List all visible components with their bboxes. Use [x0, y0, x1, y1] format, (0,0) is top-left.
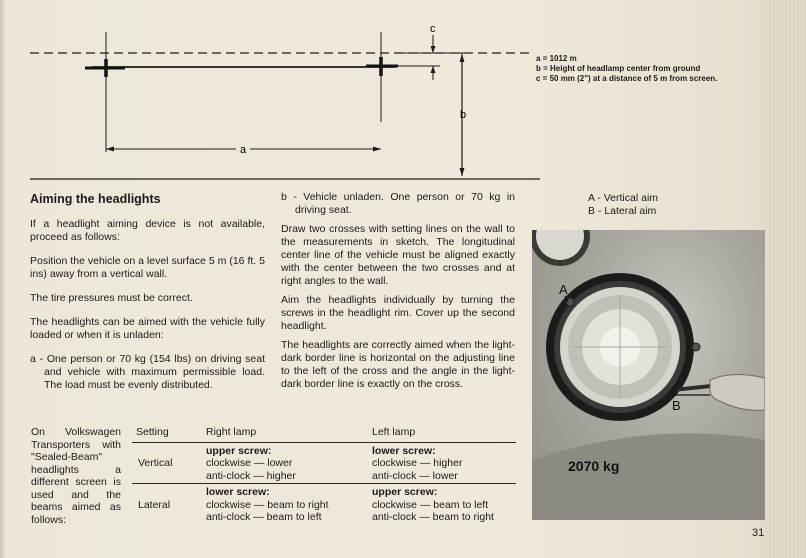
lateral-right-screw: lower screw:: [206, 486, 270, 498]
condition-a: a - One person or 70 kg (154 lbs) on driving seat and vehicle with maximum permissible load. The load must be evenly distributed.: [30, 353, 265, 391]
dimension-b-label: b: [460, 109, 467, 121]
condition-b: b - Vehicle unladen. One person or 70 kg in driving seat.: [281, 191, 515, 216]
row-label-vertical: Vertical: [138, 457, 173, 469]
table-header-row: [132, 424, 516, 442]
caption-vertical-aim: A - Vertical aim: [588, 192, 659, 204]
page-number: 31: [752, 527, 765, 539]
dimension-c-label: c: [430, 23, 436, 35]
table-row-vertical: [132, 442, 516, 484]
lateral-left-screw: upper screw:: [372, 486, 438, 498]
load-paragraph: The headlights can be aimed with the vehicle fully loaded or when it is unladen:: [30, 316, 265, 341]
lateral-left-line2: anti-clock — beam to right: [372, 511, 494, 523]
photo-label-b: B: [672, 398, 681, 413]
dimension-a: [106, 142, 381, 156]
vertical-left-line2: anti-clock — lower: [372, 469, 458, 482]
table-row-lateral: [132, 484, 516, 525]
vertical-right-line1: clockwise — lower: [206, 457, 293, 469]
caption-lateral-aim: B - Lateral aim: [588, 205, 657, 217]
weight-marking: 2070 kg: [568, 458, 620, 474]
vertical-right-screw: upper screw:: [206, 444, 272, 457]
sealed-beam-table: [132, 424, 516, 525]
lateral-right-line1: clockwise — beam to right: [206, 498, 329, 511]
legend-item-a: a = 1012 m: [536, 54, 577, 63]
diagram-legend: [536, 54, 717, 84]
header-right-lamp: Right lamp: [202, 424, 368, 442]
intro-paragraph: If a headlight aiming device is not available, proceed as follows:: [30, 218, 265, 243]
vertical-left-cell: [368, 442, 516, 484]
header-left-lamp: Left lamp: [368, 424, 516, 442]
section-heading: Aiming the headlights: [30, 192, 161, 206]
dimension-b: [400, 53, 470, 176]
legend-item-c: c = 50 mm (2") at a distance of 5 m from screen.: [536, 74, 718, 83]
position-paragraph: Position the vehicle on a level surface 5 m (16 ft. 5 ins) away from a vertical wall.: [30, 255, 265, 280]
row-label-lateral: Lateral: [132, 484, 202, 525]
vertical-right-cell: [202, 442, 368, 484]
lateral-right-line2: anti-clock — beam to left: [206, 511, 322, 523]
sealed-beam-note: On Volkswagen Transporters with "Sealed-Beam" headlights a different screen is used and the beams aimed as follows:: [31, 426, 121, 526]
crosses-paragraph: Draw two crosses with setting lines on the wall to the measurements in sketch. The longitudinal center line of the vehicle must be aligned exactly with the center between the two crosses and at right angles to the wall.: [281, 223, 515, 287]
correct-aim-paragraph: The headlights are correctly aimed when the light-dark border line is horizontal on the adjusting line to the left of the cross and the angle in the light-dark border line is exactly on the cross.: [281, 339, 515, 390]
aim-paragraph: Aim the headlights individually by turning the screws in the headlight rim. Cover up the second headlight.: [281, 294, 515, 332]
middle-column: [281, 191, 515, 397]
tire-paragraph: The tire pressures must be correct.: [30, 292, 193, 304]
left-column: [30, 218, 265, 403]
aiming-diagram: [0, 0, 806, 190]
header-setting: Setting: [132, 424, 202, 442]
vertical-right-line2: anti-clock — higher: [206, 469, 296, 482]
lateral-right-cell: [202, 484, 368, 525]
right-cross-mark: [366, 57, 398, 76]
lateral-left-line1: clockwise — beam to left: [372, 498, 489, 511]
vertical-left-screw: lower screw:: [372, 444, 436, 457]
headlight-illustration: [532, 230, 765, 520]
headlight-photo: [532, 230, 765, 520]
lateral-left-cell: [368, 484, 516, 525]
dimension-a-label: a: [239, 144, 247, 156]
left-cross-mark: [85, 59, 125, 77]
legend-item-b: b = Height of headlamp center from ground: [536, 64, 701, 73]
photo-caption: [588, 192, 658, 218]
photo-label-a: A: [559, 282, 568, 297]
dimension-c: [398, 23, 440, 80]
vertical-left-line1: clockwise — higher: [372, 457, 463, 469]
